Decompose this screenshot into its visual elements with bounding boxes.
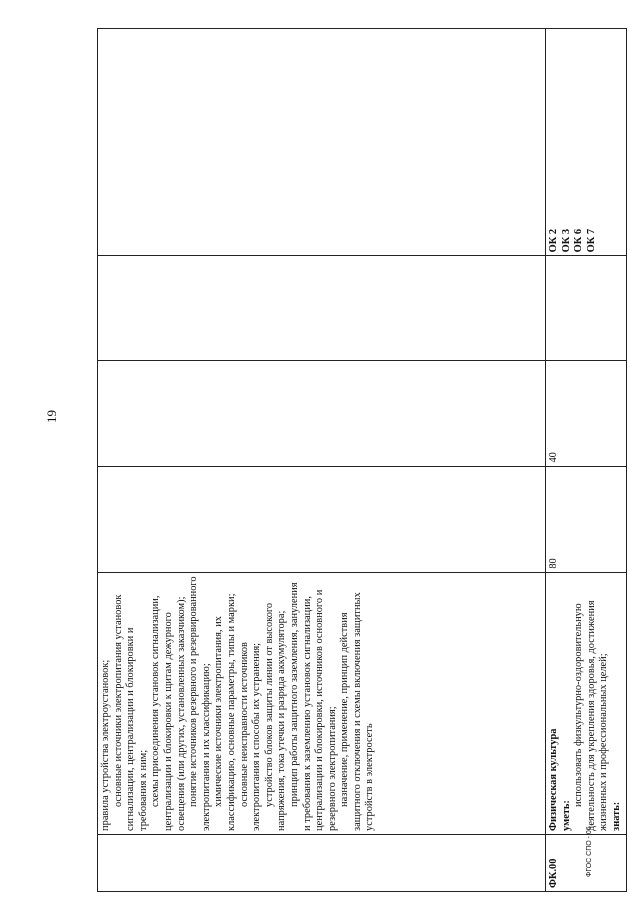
table-row <box>546 29 627 892</box>
umet-label: уметь: <box>560 800 572 831</box>
hours-class-cell <box>98 361 546 466</box>
curriculum-table <box>97 28 627 892</box>
empty-cell <box>98 256 546 361</box>
hours-max-value: 80 <box>546 466 627 572</box>
umet-text: использовать физкультурно-оздоровительную деятельность для укрепления здоровья, достижения жизненных и профессиональных целей; <box>573 600 610 831</box>
empty-cell <box>546 256 627 361</box>
discipline-content <box>546 572 627 834</box>
competency-item: ОК 7 <box>585 228 597 253</box>
competency-item: ОК 2 <box>548 228 559 253</box>
hours-max-cell <box>98 466 546 572</box>
footer-label: ФГОС СПО - 06 <box>586 826 593 877</box>
content-line: схемы присоединения установок сигнализации, централизации и блокировки к щитам дежурного освещения (или других, установленных заказчиком); <box>150 595 187 831</box>
discipline-title: Физическая культура <box>548 728 559 831</box>
content-line: основные источники электропитания установок сигнализации, централизации и блокировки и требования к ним; <box>112 594 149 831</box>
content-line: основные неисправности источников электропитания и способы их устранения; <box>238 642 263 831</box>
content-line: понятие источников резервного и резервированного электропитания и их классификацию; <box>188 576 212 831</box>
competency-item: ОК 6 <box>573 228 585 253</box>
content-line: устройство блоков защиты линии от высокого напряжения, тока утечки и разряда аккумулятора; <box>263 602 288 831</box>
znat-label: знать: <box>610 801 622 831</box>
content-line: правила устройства электроустановок; <box>100 659 111 831</box>
content-cell <box>98 572 546 834</box>
code-cell-empty <box>98 834 546 891</box>
competency-item: ОК 3 <box>560 228 572 253</box>
competency-cell <box>98 29 546 256</box>
hours-class-value: 40 <box>546 361 627 466</box>
page-number: 19 <box>44 410 59 423</box>
content-line: химические источники электропитания, их классификацию, основные параметры, типы и марки; <box>213 593 237 831</box>
content-line: принцип работы защитного заземления, зануления и требования к заземлению установок сигнализации, централизации и блокировки, источников основного и резервного электропитания; <box>288 582 338 831</box>
discipline-code: ФК.00 <box>546 834 627 891</box>
competency-list <box>546 29 627 256</box>
content-line: назначение, применение, принцип действия защитного отключения и схемы включения защитных устройств в электросеть <box>339 592 376 831</box>
table-row <box>98 29 546 892</box>
